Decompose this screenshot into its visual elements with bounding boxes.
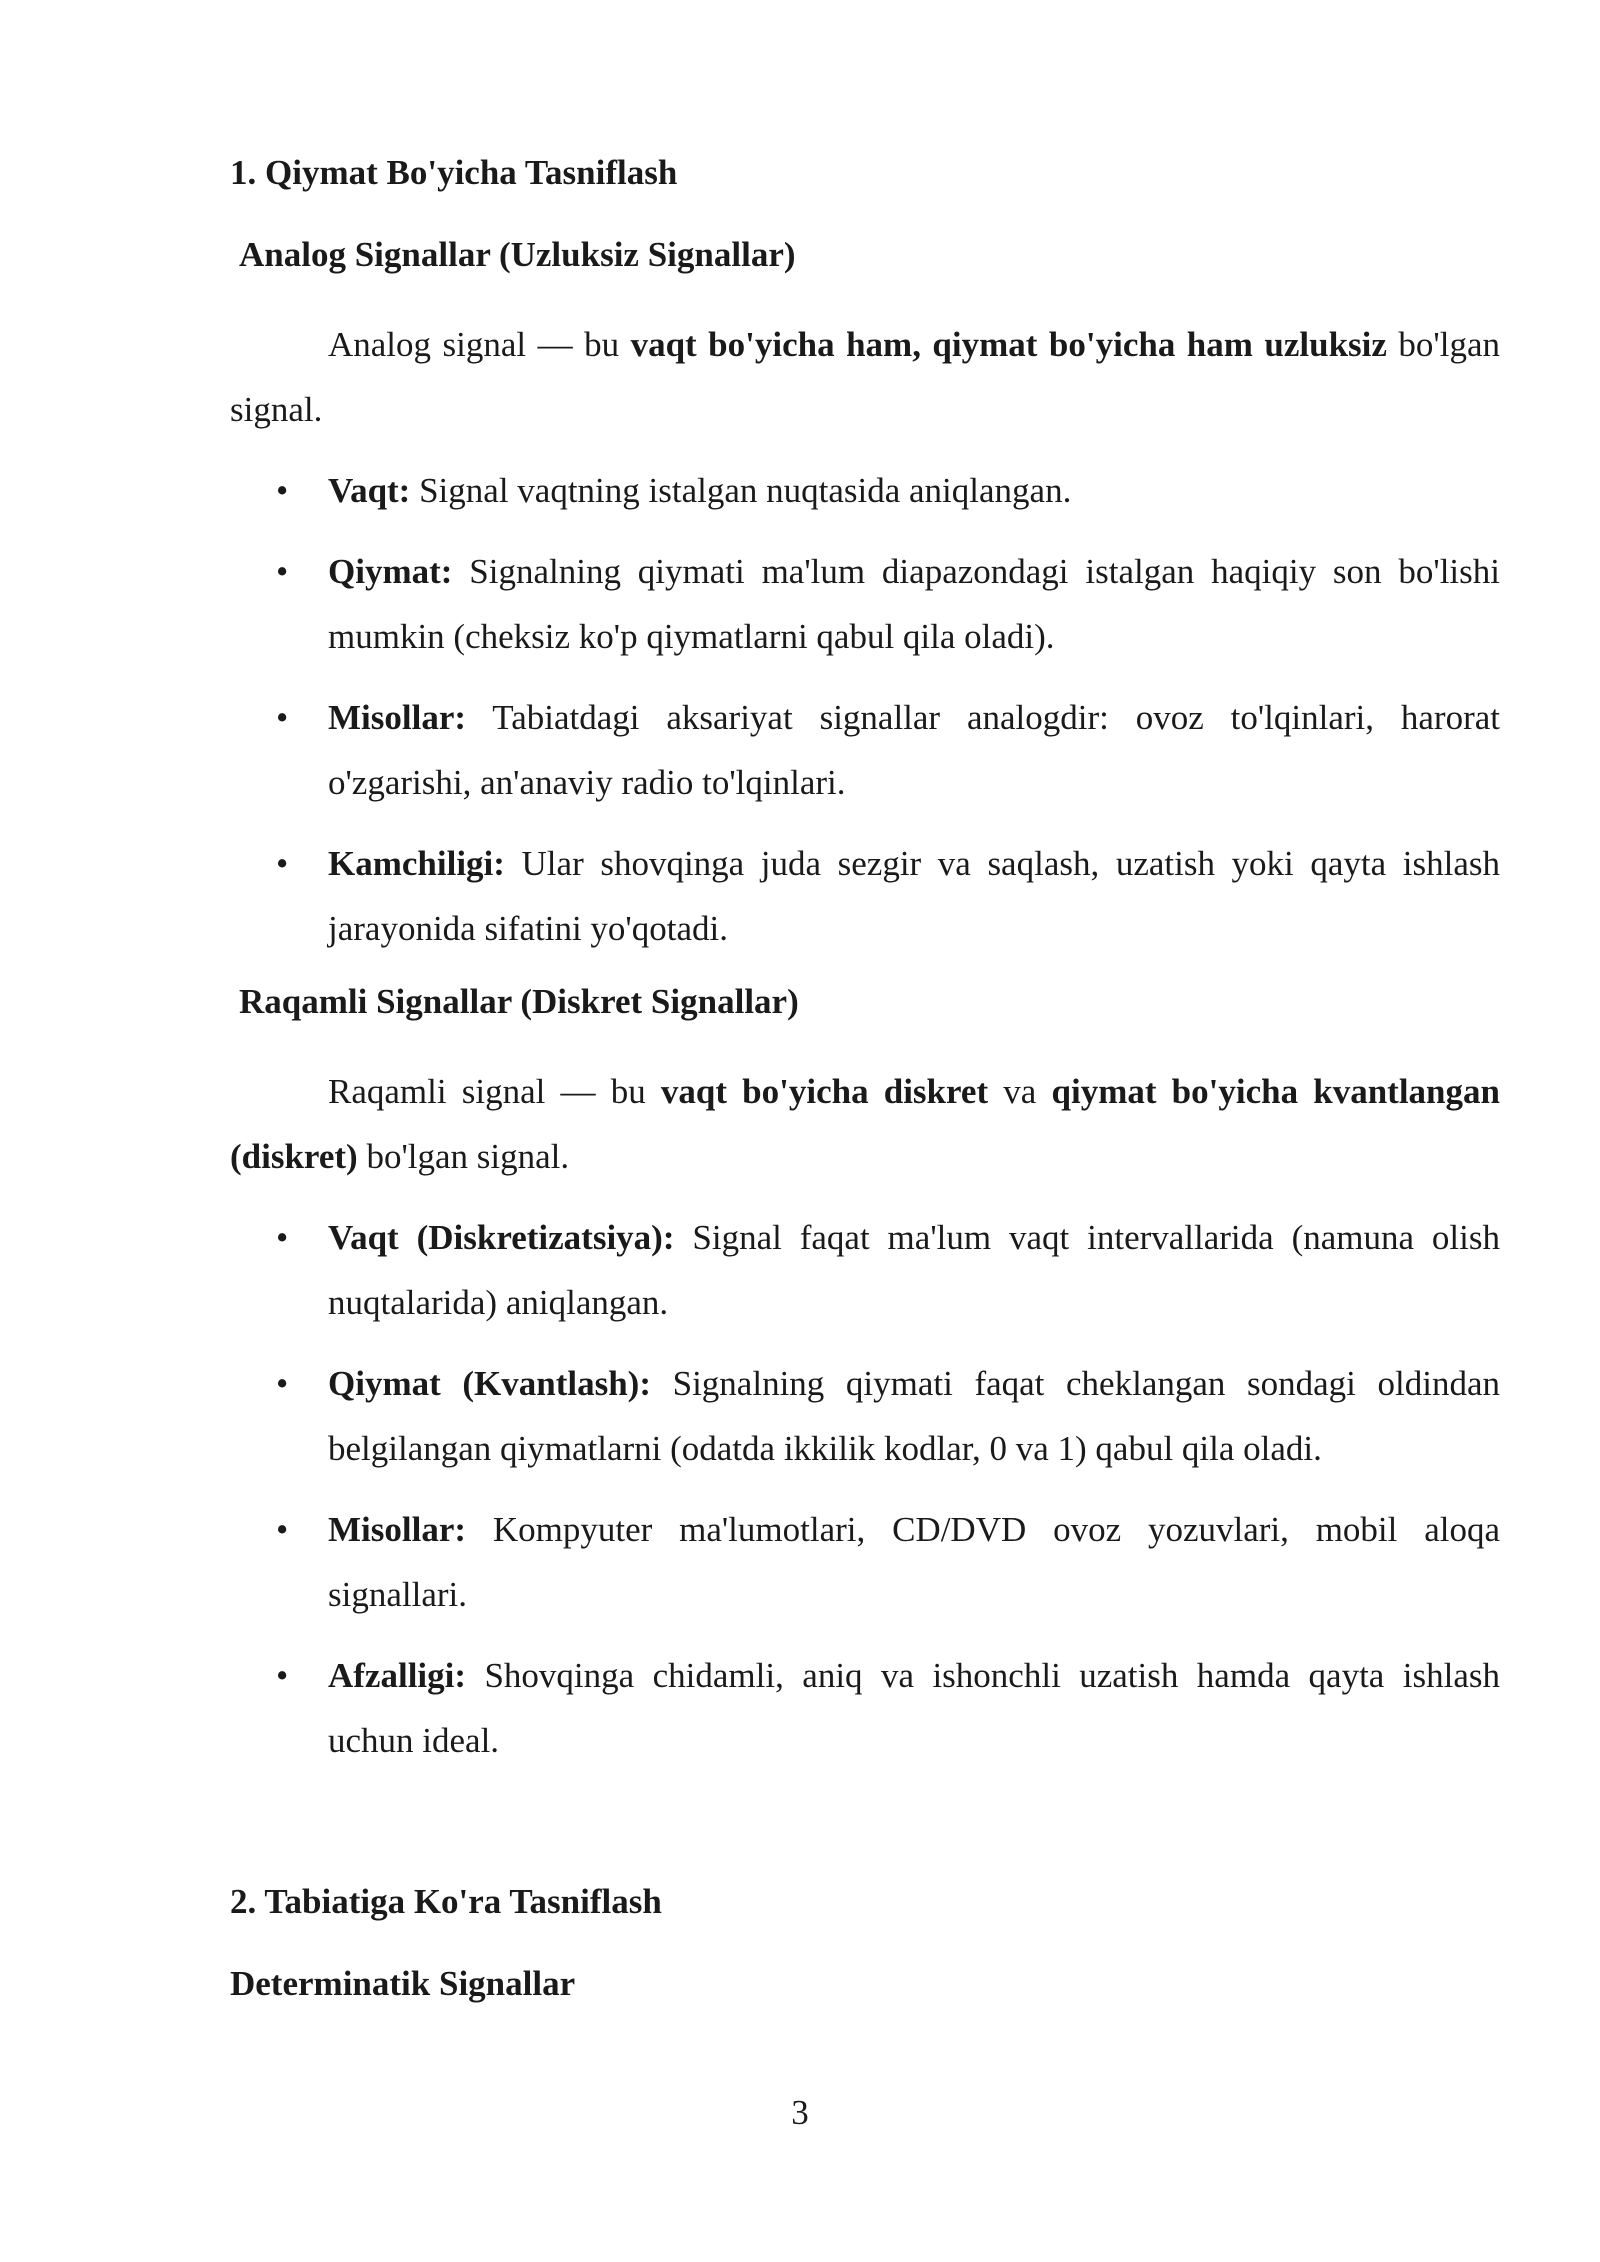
analog-intro-post: bo'lgan signal. [230,325,1500,429]
item-term: Vaqt (Diskretizatsiya): [328,1218,675,1257]
page-number: 3 [791,2093,809,2132]
analog-intro-pre: Analog signal — bu [328,325,631,364]
page-content [230,148,1500,2041]
item-term: Kamchiligi: [328,844,505,883]
list-item [230,831,1500,961]
item-text: Signal vaqtning istalgan nuqtasida aniqlangan. [410,471,1072,510]
item-term: Misollar: [328,698,467,737]
list-item [230,1205,1500,1335]
list-item [230,685,1500,815]
section2-title: 2. Tabiatiga Ko'ra Tasniflash [230,1882,662,1921]
item-term: Misollar: [328,1510,467,1549]
digital-intro-pre: Raqamli signal — bu [328,1072,661,1111]
digital-intro-bold1: vaqt bo'yicha diskret [660,1072,989,1111]
list-item [230,539,1500,669]
analog-list [230,458,1500,961]
list-item [230,458,1500,523]
list-item [230,1497,1500,1627]
item-text: Signalning qiymati faqat cheklangan sondagi oldindan belgilangan qiymatlarni (odatda ikkilik kodlar, 0 va 1) qabul qila oladi. [328,1364,1500,1468]
bullet-icon: • [276,552,289,591]
digital-list [230,1205,1500,1773]
digital-intro-bold2: qiymat bo'yicha kvantlangan (diskret) [230,1072,1500,1176]
section1-title: 1. Qiymat Bo'yicha Tasniflash [230,153,678,192]
item-text: Shovqinga chidamli, aniq va ishonchli uzatish hamda qayta ishlash uchun ideal. [328,1656,1500,1760]
item-term: Vaqt: [328,471,411,510]
list-item [230,1351,1500,1481]
item-term: Qiymat: [328,552,453,591]
bullet-icon: • [276,1510,289,1549]
analog-intro [230,312,1500,442]
digital-heading: Raqamli Signallar (Diskret Signallar) [239,982,799,1021]
bullet-icon: • [276,1364,289,1403]
analog-heading: Analog Signallar (Uzluksiz Signallar) [239,235,796,274]
analog-intro-bold: vaqt bo'yicha ham, qiymat bo'yicha ham uzluksiz [630,325,1387,364]
item-text: Tabiatdagi aksariyat signallar analogdir: ovoz to'lqinlari, harorat o'zgarishi, an'anaviy radio to'lqinlari. [328,698,1500,802]
item-text: Ular shovqinga juda sezgir va saqlash, uzatish yoki qayta ishlash jarayonida sifatini yo'qotadi. [328,844,1500,948]
section-gap [230,1789,1500,1877]
digital-intro-post: bo'lgan signal. [357,1137,570,1176]
item-term: Qiymat (Kvantlash): [328,1364,651,1403]
item-term: Afzalligi: [328,1656,467,1695]
digital-intro [230,1059,1500,1189]
item-text: Signalning qiymati ma'lum diapazondagi istalgan haqiqiy son bo'lishi mumkin (cheksiz ko'p qiymatlarni qabul qila oladi). [328,552,1500,656]
list-item [230,1643,1500,1773]
bullet-icon: • [276,698,289,737]
section2-subheading: Determinatik Signallar [230,1964,576,2003]
digital-intro-mid: va [988,1072,1052,1111]
item-text: Kompyuter ma'lumotlari, CD/DVD ovoz yozuvlari, mobil aloqa signallari. [328,1510,1500,1614]
bullet-icon: • [276,844,289,883]
bullet-icon: • [276,471,289,510]
item-text: Signal faqat ma'lum vaqt intervallarida (namuna olish nuqtalarida) aniqlangan. [328,1218,1500,1322]
bullet-icon: • [276,1656,289,1695]
bullet-icon: • [276,1218,289,1257]
